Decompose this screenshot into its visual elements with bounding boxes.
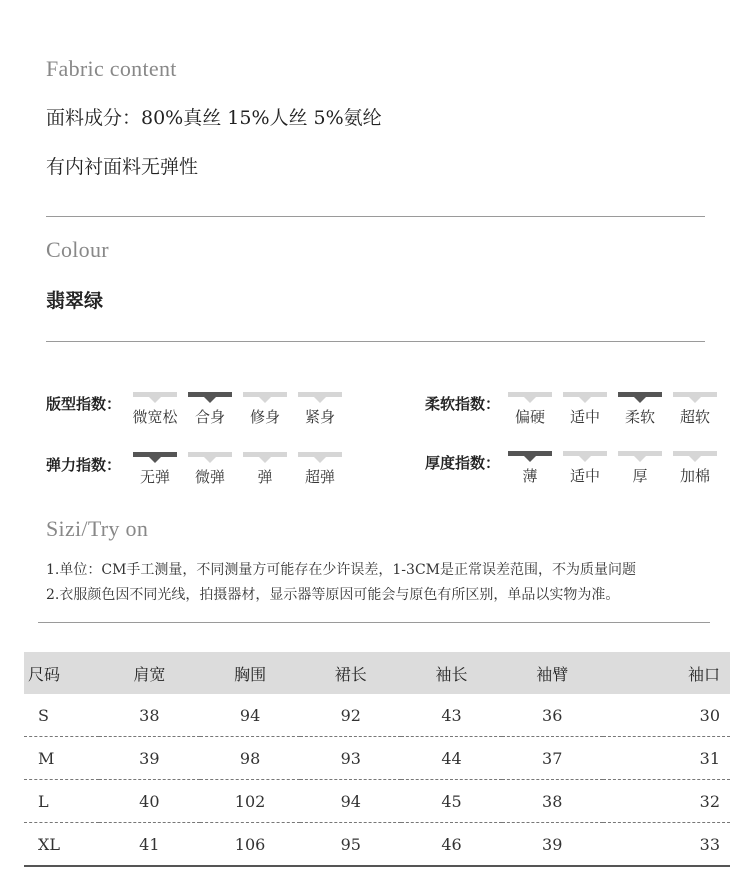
stretch-index-label: 弹力指数：: [46, 456, 122, 474]
softness-index-option: [504, 392, 556, 427]
softness-index-option-label: 柔软: [624, 408, 655, 426]
fit-index-scale: [129, 392, 349, 427]
table-cell: 38: [502, 780, 603, 823]
fit-index-option: [294, 392, 346, 427]
thickness-index-option-label: 适中: [569, 467, 600, 485]
thickness-index-label: 厚度指数：: [425, 454, 501, 472]
table-cell: 40: [99, 780, 200, 823]
table-cell: 36: [502, 694, 603, 737]
table-cell: L: [24, 780, 99, 823]
fit-index-label: 版型指数：: [46, 395, 122, 413]
softness-index-option-label: 适中: [569, 408, 600, 426]
fabric-lining: 有内衬面料无弹性: [46, 156, 199, 178]
fit-index-option-label: 修身: [249, 408, 280, 426]
stretch-index-option-label: 无弹: [139, 468, 170, 486]
thickness-index-option: [559, 451, 611, 486]
fabric-title: Fabric content: [46, 56, 177, 81]
selected-marker: [508, 451, 552, 456]
selected-marker: [618, 392, 662, 397]
selected-marker: [188, 392, 232, 397]
table-cell: 41: [99, 823, 200, 867]
scale-marker: [188, 452, 232, 457]
table-cell: 95: [300, 823, 401, 867]
table-cell: S: [24, 694, 99, 737]
stretch-index-option: [239, 452, 291, 487]
scale-marker: [298, 452, 342, 457]
table-cell: 94: [300, 780, 401, 823]
colour-title: Colour: [46, 237, 109, 262]
fit-index-option: [239, 392, 291, 427]
stretch-index-option: [184, 452, 236, 487]
selected-marker: [133, 452, 177, 457]
size-table-header-cell: 袖臂: [502, 652, 603, 694]
table-cell: 44: [401, 737, 502, 780]
softness-index-option: [614, 392, 666, 427]
thickness-index-option-label: 加棉: [679, 467, 710, 485]
scale-marker: [563, 392, 607, 397]
softness-index-option-label: 超软: [679, 408, 710, 426]
size-table-header-cell: 胸围: [200, 652, 301, 694]
table-cell: 46: [401, 823, 502, 867]
thickness-index-scale: [504, 451, 724, 486]
table-row: [24, 694, 730, 737]
fit-index-option: [129, 392, 181, 427]
table-row: [24, 823, 730, 867]
thickness-index-option: [669, 451, 721, 486]
stretch-index-option: [294, 452, 346, 487]
size-table-body: [24, 694, 730, 866]
table-cell: 106: [200, 823, 301, 867]
size-table-header-cell: 裙长: [300, 652, 401, 694]
size-table-header-cell: 肩宽: [99, 652, 200, 694]
scale-marker: [243, 452, 287, 457]
stretch-index-option-label: 弹: [257, 468, 273, 486]
scale-marker: [673, 451, 717, 456]
table-cell: 37: [502, 737, 603, 780]
table-cell: M: [24, 737, 99, 780]
table-row: [24, 737, 730, 780]
fit-index-option-label: 合身: [194, 408, 225, 426]
thickness-index-option-label: 薄: [522, 467, 538, 485]
softness-index-label: 柔软指数：: [425, 395, 501, 413]
softness-index-option-label: 偏硬: [514, 408, 545, 426]
scale-marker: [618, 451, 662, 456]
stretch-index-option-label: 超弹: [304, 468, 335, 486]
table-cell: 33: [603, 823, 730, 867]
stretch-index-scale: [129, 452, 349, 487]
thickness-index-option: [614, 451, 666, 486]
scale-marker: [243, 392, 287, 397]
scale-marker: [563, 451, 607, 456]
size-title: Sizi/Try on: [46, 516, 149, 541]
stretch-index-option: [129, 452, 181, 487]
table-cell: 98: [200, 737, 301, 780]
size-note-2: 2.衣服颜色因不同光线，拍摄器材，显示器等原因可能会与原色有所区别，单品以实物为准。: [46, 587, 620, 603]
fabric-composition: 面料成分：80%真丝 15%人丝 5%氨纶: [46, 107, 382, 129]
softness-index-option: [559, 392, 611, 427]
size-table-header-cell: 袖口: [603, 652, 730, 694]
table-cell: XL: [24, 823, 99, 867]
table-row: [24, 780, 730, 823]
table-cell: 39: [502, 823, 603, 867]
table-cell: 38: [99, 694, 200, 737]
stretch-index-option-label: 微弹: [194, 468, 225, 486]
thickness-index-option: [504, 451, 556, 486]
divider: [38, 622, 710, 623]
size-note-1: 1.单位：CM手工测量，不同测量方可能存在少许误差，1-3CM是正常误差范围，不为质量问题: [46, 562, 636, 578]
table-cell: 94: [200, 694, 301, 737]
fit-index-option-label: 微宽松: [132, 408, 178, 426]
table-cell: 32: [603, 780, 730, 823]
scale-marker: [298, 392, 342, 397]
table-cell: 31: [603, 737, 730, 780]
scale-marker: [673, 392, 717, 397]
table-cell: 45: [401, 780, 502, 823]
softness-index-scale: [504, 392, 724, 427]
size-table: [24, 652, 730, 867]
size-table-header-cell: 尺码: [24, 652, 99, 694]
table-cell: 92: [300, 694, 401, 737]
size-table-header: [24, 652, 730, 694]
scale-marker: [508, 392, 552, 397]
softness-index-option: [669, 392, 721, 427]
table-cell: 102: [200, 780, 301, 823]
table-cell: 43: [401, 694, 502, 737]
table-cell: 39: [99, 737, 200, 780]
divider: [46, 216, 705, 217]
table-cell: 93: [300, 737, 401, 780]
colour-value: 翡翠绿: [46, 290, 104, 312]
table-cell: 30: [603, 694, 730, 737]
size-table-header-cell: 袖长: [401, 652, 502, 694]
fit-index-option: [184, 392, 236, 427]
thickness-index-option-label: 厚: [632, 467, 648, 485]
divider: [46, 341, 705, 342]
scale-marker: [133, 392, 177, 397]
fit-index-option-label: 紧身: [304, 408, 335, 426]
